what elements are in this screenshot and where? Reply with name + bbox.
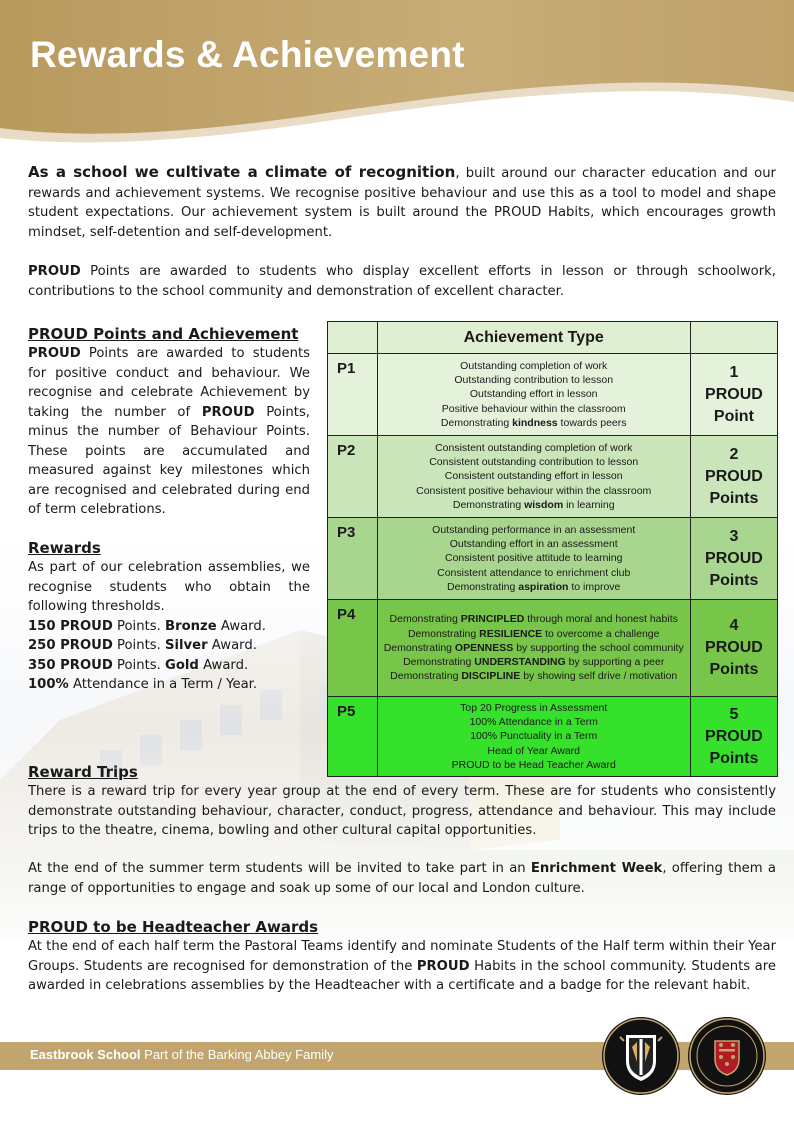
rewards-section xyxy=(28,538,310,695)
table-header-row xyxy=(328,322,778,354)
threshold-item: 150 PROUD Points. Bronze Award. xyxy=(28,618,266,634)
row-code: P3 xyxy=(328,518,378,600)
headteacher-awards-text: At the end of each half term the Pastoral Teams identify and nominate Students of the Half term within their Year Groups. Students are recognised for demonstration of the PROUD Habits in the school community. Students are awarded in celebrations assemblies by the Headteacher with a certificate and a badge for the relevant habit. xyxy=(28,939,776,993)
table-header-blank-right xyxy=(690,322,777,354)
row-code: P5 xyxy=(328,697,378,777)
description-line: Demonstrating PRINCIPLED through moral and honest habits xyxy=(389,613,678,626)
headteacher-heading-wrap xyxy=(28,917,318,937)
description-line: Demonstrating wisdom in learning xyxy=(452,498,615,511)
row-points xyxy=(690,697,777,777)
row-points xyxy=(690,354,777,436)
description-line: Consistent positive behaviour within the classroom xyxy=(416,484,652,497)
description-line: Consistent outstanding completion of work xyxy=(435,441,633,454)
description-line: Consistent outstanding effort in lesson xyxy=(444,470,623,483)
points-label: PROUD xyxy=(705,467,763,485)
row-description xyxy=(377,436,690,518)
description-line: Outstanding effort in an assessment xyxy=(449,538,618,551)
enrichment-week-text: At the end of the summer term students will be invited to take part in an Enrichment Week, offering them a range of opportunities to engage and soak up some of our local and London culture. xyxy=(28,861,776,896)
points-label: 5 xyxy=(729,705,739,723)
table-row xyxy=(328,354,778,436)
points-label: Point xyxy=(713,407,754,425)
table-header-achievement-type: Achievement Type xyxy=(377,322,690,354)
description-line: Positive behaviour within the classroom xyxy=(441,402,626,415)
points-label: Points xyxy=(709,661,759,678)
header-wave xyxy=(0,0,794,160)
page-header xyxy=(0,0,794,160)
description-line: Demonstrating RESILIENCE to overcome a challenge xyxy=(407,627,660,640)
table-header-blank xyxy=(328,322,378,354)
points-label: Points xyxy=(709,571,759,589)
description-line: 100% Punctuality in a Term xyxy=(470,730,598,743)
threshold-item: 100% Attendance in a Term / Year. xyxy=(28,677,258,692)
page-title: Rewards & Achievement xyxy=(30,34,465,75)
description-line: Outstanding effort in lesson xyxy=(469,388,598,401)
points-label: PROUD xyxy=(705,549,763,567)
rewards-intro: As part of our celebration assemblies, we recognise students who obtain the following thresholds. xyxy=(28,560,310,614)
rewards-heading: Rewards xyxy=(28,539,101,557)
description-line: Outstanding contribution to lesson xyxy=(454,374,614,387)
achievement-text: PROUD Points are awarded to students for positive conduct and behaviour. We recognise and celebrate Achievement by taking the number of PROUD Points, minus the number of Behaviour Points. These points are accumulated and measured against key milestones which are recognised and celebrated during end of term celebrations. xyxy=(28,346,311,517)
proud-points-paragraph: PROUD Points are awarded to students who display excellent efforts in lesson or through schoolwork, contributions to the school community and demonstration of excellent character. xyxy=(28,264,776,299)
description-line: Head of Year Award xyxy=(487,744,581,757)
points-label: 3 xyxy=(729,527,739,545)
table-row xyxy=(328,697,778,777)
row-code: P1 xyxy=(328,354,378,436)
headteacher-awards-heading: PROUD to be Headteacher Awards xyxy=(28,918,319,936)
table-row xyxy=(328,518,778,600)
row-code: P2 xyxy=(328,436,378,518)
reward-trips-heading-wrap xyxy=(28,762,138,782)
points-label: PROUD xyxy=(705,639,763,656)
description-line: Demonstrating DISCIPLINE by showing self drive / motivation xyxy=(390,670,678,683)
row-description xyxy=(377,697,690,777)
achievement-type-table xyxy=(327,321,778,777)
description-line: Consistent positive attitude to learning xyxy=(444,552,623,565)
intro-paragraph: As a school we cultivate a climate of recognition, built around our character education and our rewards and achievement systems. We recognise positive behaviour and use this as a tool to model and shape student expectations. Our achievement system is built around the PROUD Habits, which encourages growth mindset, self-detention and self-development. xyxy=(28,163,776,240)
barking-abbey-crest-icon xyxy=(688,1017,766,1095)
points-label: Points xyxy=(709,489,759,507)
points-label: 1 xyxy=(729,363,739,381)
table-row xyxy=(328,436,778,518)
threshold-item: 350 PROUD Points. Gold Award. xyxy=(28,657,249,673)
description-line: Top 20 Progress in Assessment xyxy=(460,701,608,714)
row-points xyxy=(690,518,777,600)
reward-trips-heading: Reward Trips xyxy=(28,763,138,781)
description-line: Demonstrating OPENNESS by supporting the school community xyxy=(383,641,684,654)
row-points xyxy=(690,436,777,518)
reward-trips-text: There is a reward trip for every year group at the end of every term. These are for students who consistently demonstrate outstanding behaviour, character, conduct, progress, attendance and behaviour. This may include trips to the theatre, cinema, bowling and other cultural capital opportunities. xyxy=(28,784,776,838)
row-description xyxy=(377,354,690,436)
description-line: Consistent attendance to enrichment club xyxy=(437,566,631,579)
points-label: PROUD xyxy=(705,385,763,403)
description-line: Outstanding performance in an assessment xyxy=(432,523,636,536)
description-line: Demonstrating UNDERSTANDING by supporting a peer xyxy=(403,656,665,669)
footer-text: Eastbrook School Part of the Barking Abbey Family xyxy=(30,1047,334,1062)
points-label: 2 xyxy=(729,445,739,463)
description-line: 100% Attendance in a Term xyxy=(469,716,598,729)
points-label: 4 xyxy=(729,617,739,634)
row-description xyxy=(377,518,690,600)
threshold-item: 250 PROUD Points. Silver Award. xyxy=(28,638,257,653)
achievement-heading: PROUD Points and Achievement xyxy=(28,325,299,343)
row-code: P4 xyxy=(328,600,378,697)
table-row xyxy=(328,600,778,697)
description-line: Outstanding completion of work xyxy=(460,359,608,372)
row-points xyxy=(690,600,777,697)
points-label: PROUD xyxy=(705,727,763,745)
achievement-section xyxy=(28,324,310,520)
row-description xyxy=(377,600,690,697)
points-label: Points xyxy=(709,749,759,767)
eastbrook-crest-icon xyxy=(602,1017,680,1095)
description-line: Demonstrating kindness towards peers xyxy=(440,416,627,429)
description-line: Demonstrating aspiration to improve xyxy=(447,580,621,593)
description-line: PROUD to be Head Teacher Award xyxy=(451,758,616,771)
description-line: Consistent outstanding contribution to lesson xyxy=(429,456,639,469)
